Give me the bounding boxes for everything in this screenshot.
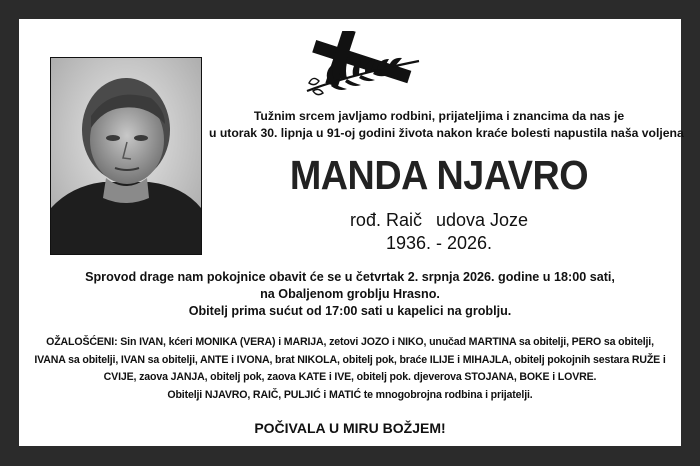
cross-with-palm-icon [299, 31, 423, 97]
mourners-line: IVANA sa obitelji, IVAN sa obitelji, ANTE i IVONA, brat NIKOLA, obitelj pok, braće ILIJE i MIHAJLA, obitelj pokojnih sestara RUŽE i [34, 353, 666, 366]
intro-line: u utorak 30. lipnja u 91-oj godini života nakon kraće bolesti napustila naša voljena [209, 126, 684, 140]
closing-blessing: POČIVALA U MIRU BOŽJEM! [254, 420, 446, 436]
mourners-line: CVIJE, zaova JANJA, obitelj pok, zaova KATE i IVE, obitelj pok. djeverova STOJANA, BOKE i LOVRE. [103, 371, 597, 383]
mourners-line: Obitelji NJAVRO, RAIČ, PULJIĆ i MATIĆ te mnogobrojna rodbina i prijatelji. [167, 388, 533, 401]
widow-of: udova Joze [435, 210, 529, 230]
maiden-name: rođ. Raič [349, 210, 422, 230]
intro-text [209, 108, 684, 142]
mourners-list [29, 334, 671, 404]
funeral-line: Sprovod drage nam pokojnice obavit će se u četvrtak 2. srpnja 2026. godine u 18:00 sati, [85, 270, 615, 284]
funeral-line: na Obaljenom groblju Hrasno. [260, 287, 440, 301]
intro-line: Tužnim srcem javljamo rodbini, prijateljima i znancima da nas je [253, 109, 625, 123]
funeral-line: Obitelj prima sućut od 17:00 sati u kapelici na groblju. [188, 304, 512, 318]
maiden-and-widow-line [209, 209, 669, 231]
funeral-details [19, 269, 681, 320]
obituary-card [19, 19, 684, 446]
mourners-line: OŽALOŠĆENI: Sin IVAN, kćeri MONIKA (VERA) i MARIJA, zetovi JOZO i NIKO, unučad MARTINA sa obitelji, PERO sa obitelji, [46, 336, 654, 348]
life-years: 1936. - 2026. [385, 233, 493, 253]
portrait-photo [50, 57, 202, 255]
deceased-name: MANDA NJAVRO [289, 152, 589, 198]
